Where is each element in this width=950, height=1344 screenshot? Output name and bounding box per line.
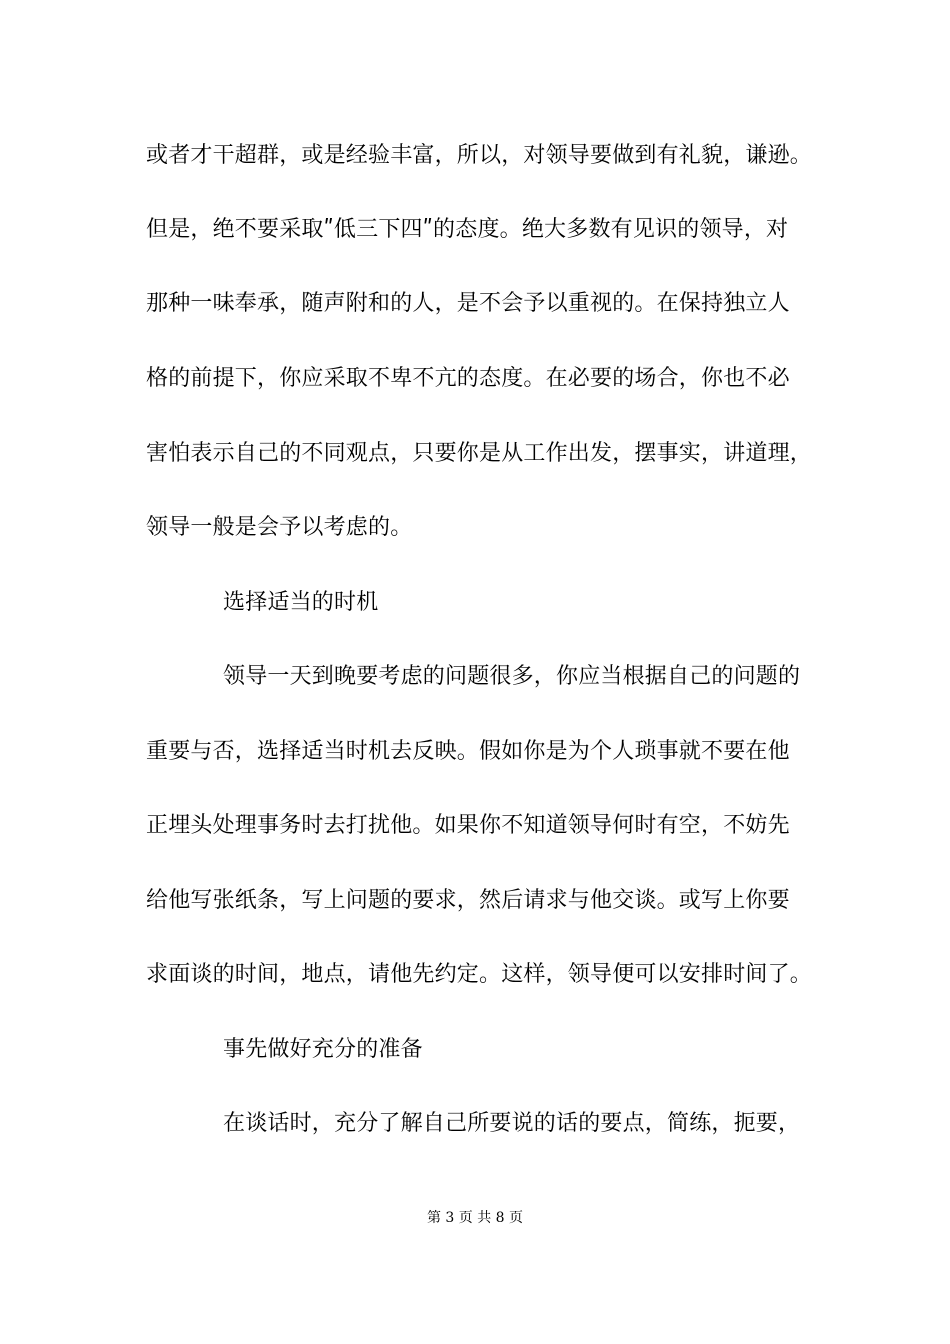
page-footer bbox=[0, 1208, 950, 1228]
paragraph-line-12: 在谈话时，充分了解自己所要说的话的要点，简练，扼要， bbox=[223, 1111, 801, 1136]
section-heading-preparation: 事先做好充分的准备 bbox=[223, 1037, 423, 1062]
paragraph-line-9: 正埋头处理事务时去打扰他。如果你不知道领导何时有空，不妨先 bbox=[146, 813, 790, 838]
paragraph-line-7: 领导一天到晚要考虑的问题很多，你应当根据自己的问题的 bbox=[223, 664, 801, 689]
section-heading-timing: 选择适当的时机 bbox=[223, 590, 379, 615]
paragraph-line-11: 求面谈的时间，地点，请他先约定。这样，领导便可以安排时间了。 bbox=[146, 962, 813, 987]
page-number: 第 3 页 共 8 页 bbox=[426, 1210, 524, 1226]
paragraph-line-8: 重要与否，选择适当时机去反映。假如你是为个人琐事就不要在他 bbox=[146, 739, 790, 764]
paragraph-line-3: 那种一味奉承，随声附和的人，是不会予以重视的。在保持独立人 bbox=[146, 291, 790, 316]
paragraph-line-10: 给他写张纸条，写上问题的要求，然后请求与他交谈。或写上你要 bbox=[146, 888, 790, 913]
paragraph-line-6: 领导一般是会予以考虑的。 bbox=[146, 515, 413, 540]
paragraph-line-4: 格的前提下，你应采取不卑不亢的态度。在必要的场合，你也不必 bbox=[146, 366, 790, 391]
paragraph-line-5: 害怕表示自己的不同观点，只要你是从工作出发，摆事实，讲道理， bbox=[146, 441, 813, 466]
paragraph-line-2: 但是，绝不要采取ʺ低三下四ʺ的态度。绝大多数有见识的领导，对 bbox=[146, 217, 789, 242]
paragraph-line-1: 或者才干超群，或是经验丰富，所以，对领导要做到有礼貌，谦逊。 bbox=[146, 143, 813, 168]
